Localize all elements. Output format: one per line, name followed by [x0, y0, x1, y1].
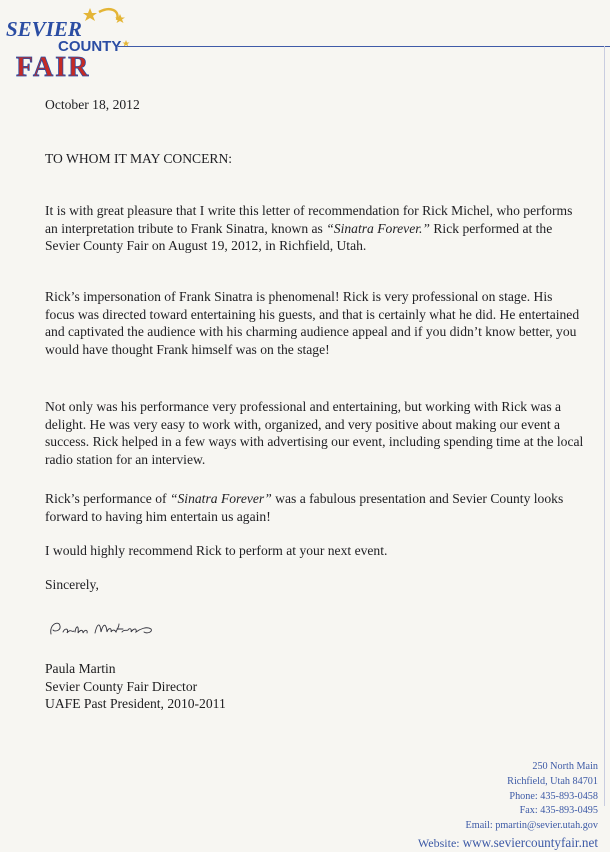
- contact-block: [418, 760, 598, 852]
- contact-city: Richfield, Utah 84701: [507, 775, 598, 787]
- logo-line-fair: FAIR: [16, 52, 91, 78]
- signature-block: [45, 660, 226, 713]
- show-title: “Sinatra Forever”: [169, 491, 272, 506]
- swoosh-icon: [99, 9, 118, 20]
- signer-title: Sevier County Fair Director: [45, 678, 198, 694]
- paragraph-1-text-a: It is with great pleasure that I write this letter of recommendation for Rick Michel, who performs an interpretation tribute to Frank Sinatra, known as: [45, 203, 573, 236]
- show-title: “Sinatra Forever.”: [326, 220, 430, 236]
- signer-past-title: UAFE Past President, 2010-2011: [45, 696, 226, 712]
- paragraph-5: I would highly recommend Rick to perform at your next event.: [45, 543, 388, 558]
- paragraph-3: Not only was his performance very professional and entertaining, but working with Rick was a delight. He was very easy to work with, organized, and very positive about making our event a success. Rick helped in a few ways with advertising our event, including spending time at the local radio station for an interview.: [45, 399, 584, 467]
- logo-line-county: COUNTY: [58, 38, 122, 55]
- paragraph-4: [45, 490, 585, 525]
- closing: Sincerely,: [45, 577, 99, 592]
- contact-email: Email: pmartin@sevier.utah.gov: [465, 820, 598, 832]
- sevier-county-fair-logo: [2, 4, 132, 78]
- paragraph-1: [45, 202, 585, 255]
- contact-phone: Phone: 435-893-0458: [509, 790, 598, 802]
- contact-website: [418, 834, 598, 852]
- signer-name: Paula Martin: [45, 661, 116, 676]
- website-link[interactable]: www.seviercountyfair.net: [462, 834, 598, 850]
- paragraph-4-text-b: was a fabulous presentation and Sevier County looks forward to having him entertain us again!: [45, 491, 564, 524]
- header-rule: [118, 46, 610, 47]
- side-rule: [604, 46, 605, 806]
- letter-date: October 18, 2012: [45, 97, 140, 112]
- paragraph-4-text-a: Rick’s performance of: [45, 491, 170, 506]
- logo-line-sevier: SEVIER: [6, 17, 82, 41]
- paragraph-1-text-b: Rick performed at the Sevier County Fair on August 19, 2012, in Richfield, Utah.: [45, 220, 553, 254]
- contact-address: 250 North Main: [532, 761, 598, 772]
- contact-fax: Fax: 435-893-0495: [519, 805, 598, 817]
- salutation: TO WHOM IT MAY CONCERN:: [45, 151, 233, 166]
- handwritten-signature: [45, 612, 165, 642]
- website-label: Website:: [417, 835, 460, 850]
- paragraph-2: Rick’s impersonation of Frank Sinatra is phenomenal! Rick is very professional on stage. His focus was directed toward entertaining his guests, and that is certainly what he did. He entertained and captivated the audience with his charming audience appeal and if you didn’t know better, you would have thought Frank himself was on the stage!: [45, 289, 580, 357]
